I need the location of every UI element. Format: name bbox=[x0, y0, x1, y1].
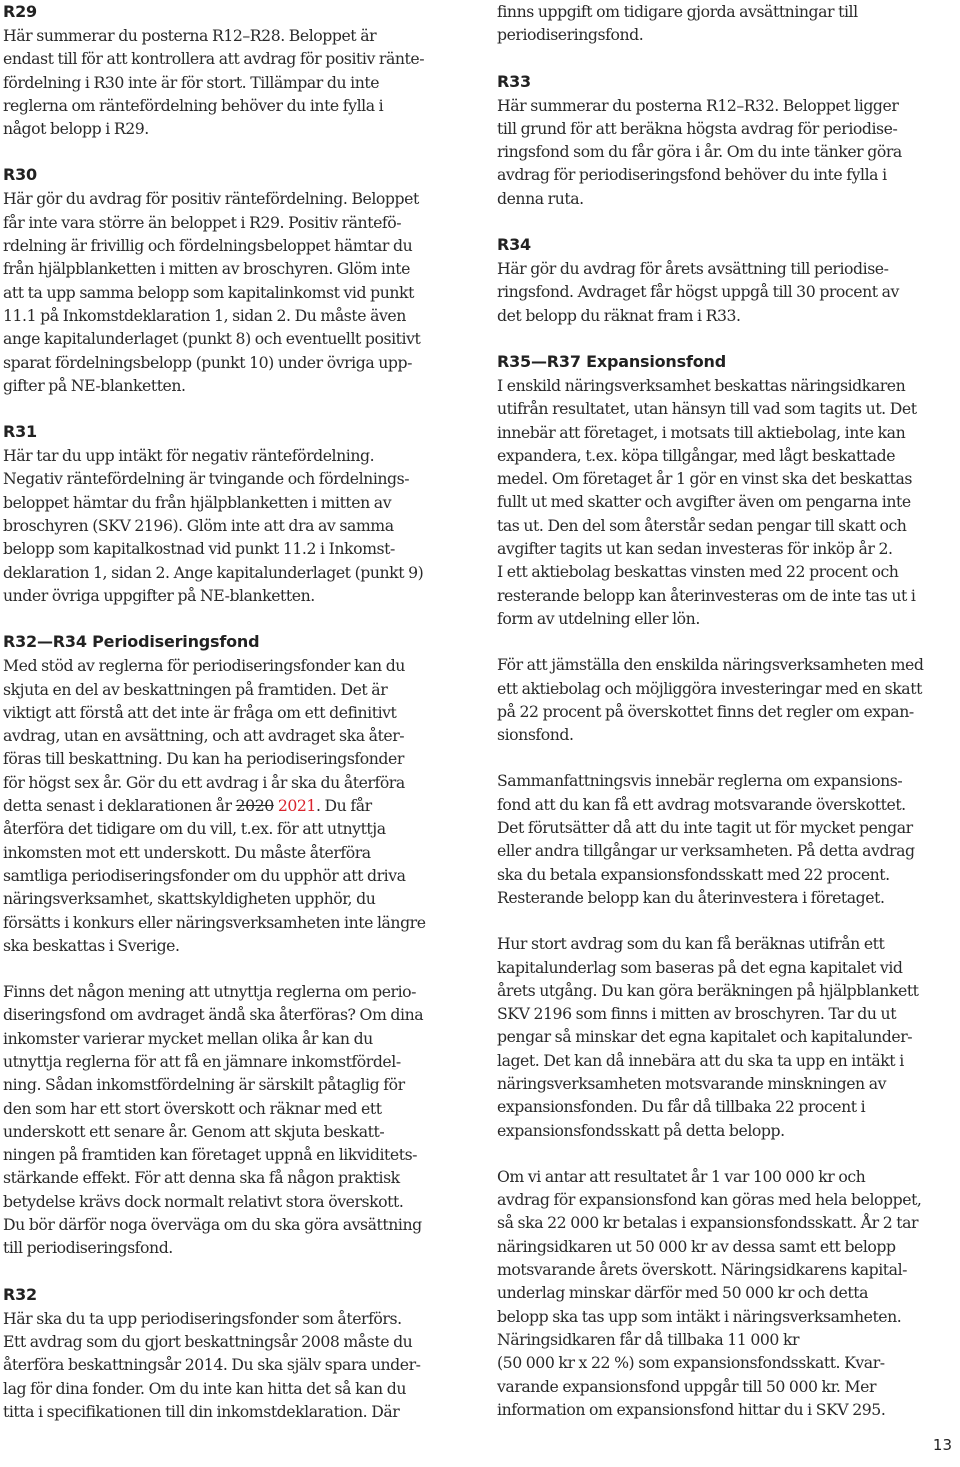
text-line: periodiseringsfond. bbox=[497, 25, 644, 45]
text-line: till periodiseringsfond. bbox=[3, 1238, 173, 1258]
section-heading: R29 bbox=[3, 2, 37, 21]
section-heading: R33 bbox=[497, 71, 531, 91]
text-line: viktigt att förstå att det inte är fråga om ett definitivt bbox=[3, 702, 397, 722]
text-line: Du bör därför noga överväga om du ska göra avsättning bbox=[3, 1215, 422, 1235]
text-line: under övriga uppgifter på NE-blanketten. bbox=[3, 585, 315, 605]
text-line: rdelning är frivillig och fördelningsbeloppet hämtar du bbox=[3, 236, 413, 256]
text-line: så ska 22 000 kr betalas i expansionsfondsskatt. År 2 tar bbox=[497, 1213, 919, 1233]
text-line: kapitalunderlag som baseras på det egna kapitalet vid bbox=[497, 957, 903, 977]
text-line: resterande belopp kan återinvesteras om de inte tas ut i bbox=[497, 585, 916, 605]
text-line: medel. Om företaget år 1 gör en vinst ska det beskattas bbox=[497, 469, 912, 489]
text-line: fond att du kan få ett avdrag motsvarande överskottet. bbox=[497, 794, 906, 814]
text-line: avgifter tagits ut kan sedan investeras för inköp år 2. bbox=[497, 539, 893, 559]
text-line: sparat fördelningsbelopp (punkt 10) under övriga upp- bbox=[3, 352, 412, 372]
text-line: titta i specifikationen till din inkomstdeklaration. Där bbox=[3, 1401, 400, 1421]
text-line-year bbox=[3, 794, 466, 817]
text-line: något belopp i R29. bbox=[3, 119, 149, 139]
struck-year: 2020 bbox=[235, 796, 274, 816]
text-line: belopp som kapitalkostnad vid punkt 11.2 i Inkomst- bbox=[3, 539, 395, 559]
text-line: Här gör du avdrag för positiv räntefördelning. Beloppet bbox=[3, 189, 419, 209]
section-r33 bbox=[497, 70, 957, 210]
section-body bbox=[497, 94, 957, 210]
text-fragment: . Du får bbox=[315, 796, 372, 816]
text-line: avdrag för periodiseringsfond behöver du inte fylla i bbox=[497, 165, 887, 185]
section-paragraph bbox=[497, 653, 957, 746]
text-line: utnyttja reglerna för att få en jämnare inkomstfördel- bbox=[3, 1051, 401, 1071]
text-line: Här gör du avdrag för årets avsättning till periodise- bbox=[497, 259, 889, 279]
section-body bbox=[3, 444, 466, 607]
text-line: årets utgång. Du kan göra beräkningen på hjälpblankett bbox=[497, 980, 919, 1000]
section-paragraph bbox=[497, 932, 957, 1142]
section-body bbox=[3, 187, 466, 397]
text-line: expansionsfonden. Du får då tillbaka 22 procent i bbox=[497, 1097, 866, 1117]
section-paragraph bbox=[3, 980, 466, 1260]
text-line: fullt ut med skatter och avgifter även om pengarna inte bbox=[497, 492, 911, 512]
text-line: innebär att företaget, i motsats till aktiebolag, inte kan bbox=[497, 422, 906, 442]
text-line: försätts i konkurs eller näringsverksamheten inte längre bbox=[3, 912, 426, 932]
text-line: reglerna om räntefördelning behöver du inte fylla i bbox=[3, 95, 384, 115]
text-line: Finns det någon mening att utnyttja reglerna om perio- bbox=[3, 982, 417, 1002]
text-line: För att jämställa den enskilda näringsverksamheten med bbox=[497, 655, 924, 675]
text-line: eller andra tillgångar ur verksamheten. På detta avdrag bbox=[497, 841, 915, 861]
text-line: inkomsten mot ett underskott. Du måste återföra bbox=[3, 842, 371, 862]
left-column bbox=[3, 0, 466, 1423]
section-heading: R35—R37 Expansionsfond bbox=[497, 351, 726, 371]
text-line: Här summerar du posterna R12–R32. Beloppet ligger bbox=[497, 95, 899, 115]
section-body bbox=[3, 24, 466, 140]
text-line: (50 000 kr x 22 %) som expansionsfondsskatt. Kvar- bbox=[497, 1353, 885, 1373]
text-line: expandera, t.ex. köpa tillgångar, med lågt beskattade bbox=[497, 445, 896, 465]
text-line: endast till för att kontrollera att avdrag för positiv ränte- bbox=[3, 49, 425, 69]
right-column bbox=[497, 0, 957, 1421]
text-line: tas ut. Den del som återstår sedan pengar till skatt och bbox=[497, 515, 907, 535]
section-heading: R34 bbox=[497, 235, 531, 255]
text-line: I ett aktiebolag beskattas vinsten med 22 procent och bbox=[497, 562, 899, 582]
text-line: ningen på framtiden kan företaget uppnå en likviditets- bbox=[3, 1145, 418, 1165]
section-expansionsfond bbox=[497, 350, 957, 1421]
text-line: Hur stort avdrag som du kan få beräknas utifrån ett bbox=[497, 934, 885, 954]
text-line: ringsfond. Avdraget får högst uppgå till 30 procent av bbox=[497, 282, 899, 302]
text-line: Med stöd av reglerna för periodiseringsfonder kan du bbox=[3, 656, 405, 676]
text-line: ringsfond som du får göra i år. Om du inte tänker göra bbox=[497, 142, 902, 162]
text-line: underskott ett senare år. Genom att skjuta beskatt- bbox=[3, 1121, 385, 1141]
text-line: lag för dina fonder. Om du inte kan hitta det så kan du bbox=[3, 1378, 406, 1398]
text-line: på 22 procent på överskottet finns det regler om expan- bbox=[497, 701, 914, 721]
text-line: deklaration 1, sidan 2. Ange kapitalunderlaget (punkt 9) bbox=[3, 562, 424, 582]
text-line: Sammanfattningsvis innebär reglerna om expansions- bbox=[497, 771, 903, 791]
text-line: näringsverksamheten motsvarande minskningen av bbox=[497, 1073, 887, 1093]
text-line: återföra beskattningsår 2014. Du ska själv spara under- bbox=[3, 1355, 421, 1375]
text-line: Negativ räntefördelning är tvingande och fördelnings- bbox=[3, 469, 410, 489]
text-line: får inte vara större än beloppet i R29. Positiv räntefö- bbox=[3, 212, 402, 232]
text-line: Ett avdrag som du gjort beskattningsår 2008 måste du bbox=[3, 1331, 413, 1351]
text-line: sionsfond. bbox=[497, 725, 574, 745]
text-line: ett aktiebolag och möjliggöra investeringar med en skatt bbox=[497, 678, 922, 698]
text-line: Här tar du upp intäkt för negativ räntefördelning. bbox=[3, 446, 375, 466]
text-line: SKV 2196 som finns i mitten av broschyren. Tar du ut bbox=[497, 1004, 897, 1024]
text-line: Det förutsätter då att du inte tagit ut för mycket pengar bbox=[497, 818, 913, 838]
section-paragraph bbox=[497, 769, 957, 909]
section-paragraph bbox=[497, 374, 957, 630]
section-periodiseringsfond bbox=[3, 630, 466, 1259]
text-line: skjuta en del av beskattningen på framtiden. Det är bbox=[3, 679, 388, 699]
text-line: belopp ska tas upp som intäkt i näringsverksamheten. bbox=[497, 1306, 902, 1326]
text-line: varande expansionsfond uppgår till 50 000 kr. Mer bbox=[497, 1376, 876, 1396]
text-line: avdrag för expansionsfond kan göras med hela beloppet, bbox=[497, 1190, 922, 1210]
text-line: Här ska du ta upp periodiseringsfonder som återförs. bbox=[3, 1308, 402, 1328]
text-line: näringsidkaren ut 50 000 kr av dessa samt ett belopp bbox=[497, 1236, 896, 1256]
section-heading: R31 bbox=[3, 422, 37, 442]
section-heading: R32 bbox=[3, 1284, 37, 1304]
text-line: näringsverksamhet, skattskyldigheten upphör, du bbox=[3, 889, 376, 909]
text-line: ska du betala expansionsfondsskatt med 22 procent. bbox=[497, 864, 890, 884]
text-line: ange kapitalunderlaget (punkt 8) och eventuellt positivt bbox=[3, 329, 421, 349]
section-heading: R32—R34 Periodiseringsfond bbox=[3, 632, 260, 652]
text-line: fördelning i R30 inte är för stort. Tillämpar du inte bbox=[3, 72, 380, 92]
text-line: motsvarande årets överskott. Näringsidkarens kapital- bbox=[497, 1260, 907, 1280]
text-line: pengar så minskar det egna kapitalet och kapitalunder- bbox=[497, 1027, 913, 1047]
section-heading: R30 bbox=[3, 165, 37, 185]
text-line: underlag minskar därför med 50 000 kr och detta bbox=[497, 1283, 868, 1303]
section-paragraph bbox=[497, 1165, 957, 1421]
text-line: föras till beskattning. Du kan ha periodiseringsfonder bbox=[3, 749, 404, 769]
text-fragment: detta senast i deklarationen år bbox=[3, 796, 236, 816]
text-line: Resterande belopp kan du återinvestera i företaget. bbox=[497, 887, 885, 907]
text-line: Näringsidkaren får då tillbaka 11 000 kr bbox=[497, 1329, 800, 1349]
section-body bbox=[3, 1307, 466, 1423]
section-body bbox=[497, 257, 957, 327]
updated-year: 2021 bbox=[277, 796, 316, 816]
section-r30 bbox=[3, 163, 466, 397]
text-line: betydelse krävs dock normalt relativt stora överskott. bbox=[3, 1191, 404, 1211]
page-number: 13 bbox=[932, 1436, 952, 1454]
text-line: 11.1 på Inkomstdeklaration 1, sidan 2. Du måste även bbox=[3, 305, 406, 325]
text-line: den som har ett stort överskott och räknar med ett bbox=[3, 1098, 382, 1118]
section-r31 bbox=[3, 420, 466, 607]
text-line: broschyren (SKV 2196). Glöm inte att dra av samma bbox=[3, 516, 394, 536]
text-line: form av utdelning eller lön. bbox=[497, 608, 700, 628]
section-r29 bbox=[3, 0, 466, 140]
text-line: diseringsfond om avdraget ändå ska återföras? Om dina bbox=[3, 1005, 424, 1025]
text-line: ning. Sådan inkomstfördelning är särskilt påtaglig för bbox=[3, 1075, 405, 1095]
section-r34 bbox=[497, 233, 957, 327]
text-line: återföra det tidigare om du vill, t.ex. för att utnyttja bbox=[3, 819, 386, 839]
section-body bbox=[3, 654, 466, 957]
text-line: laget. Det kan då innebära att du ska ta upp en intäkt i bbox=[497, 1050, 904, 1070]
continued-paragraph bbox=[497, 0, 957, 47]
text-line: till grund för att beräkna högsta avdrag för periodise- bbox=[497, 118, 898, 138]
text-line: ska beskattas i Sverige. bbox=[3, 935, 180, 955]
text-line: information om expansionsfond hittar du i SKV 295. bbox=[497, 1399, 886, 1419]
text-line: stärkande effekt. För att denna ska få någon praktisk bbox=[3, 1168, 400, 1188]
text-line: utifrån resultatet, utan hänsyn till vad som tagits ut. Det bbox=[497, 399, 917, 419]
text-line: I enskild näringsverksamhet beskattas näringsidkaren bbox=[497, 375, 906, 395]
text-line: att ta upp samma belopp som kapitalinkomst vid punkt bbox=[3, 282, 414, 302]
text-line: avdrag, utan en avsättning, och att avdraget ska åter- bbox=[3, 726, 405, 746]
text-line: det belopp du räknat fram i R33. bbox=[497, 305, 741, 325]
text-line: Här summerar du posterna R12–R28. Beloppet är bbox=[3, 26, 377, 45]
section-r32 bbox=[3, 1283, 466, 1423]
text-line: samtliga periodiseringsfonder om du upphör att driva bbox=[3, 865, 406, 885]
text-line: finns uppgift om tidigare gjorda avsättningar till bbox=[497, 2, 858, 21]
text-line: beloppet hämtar du från hjälpblanketten i mitten av bbox=[3, 492, 392, 512]
text-line: denna ruta. bbox=[497, 188, 584, 208]
text-line: inkomster varierar mycket mellan olika år kan du bbox=[3, 1028, 373, 1048]
text-line: gifter på NE-blanketten. bbox=[3, 375, 186, 395]
text-line: från hjälpblanketten i mitten av broschyren. Glöm inte bbox=[3, 259, 410, 279]
text-line: för högst sex år. Gör du ett avdrag i år ska du återföra bbox=[3, 772, 405, 792]
text-line: Om vi antar att resultatet år 1 var 100 000 kr och bbox=[497, 1166, 866, 1186]
text-line: expansionsfondsskatt på detta belopp. bbox=[497, 1120, 785, 1140]
